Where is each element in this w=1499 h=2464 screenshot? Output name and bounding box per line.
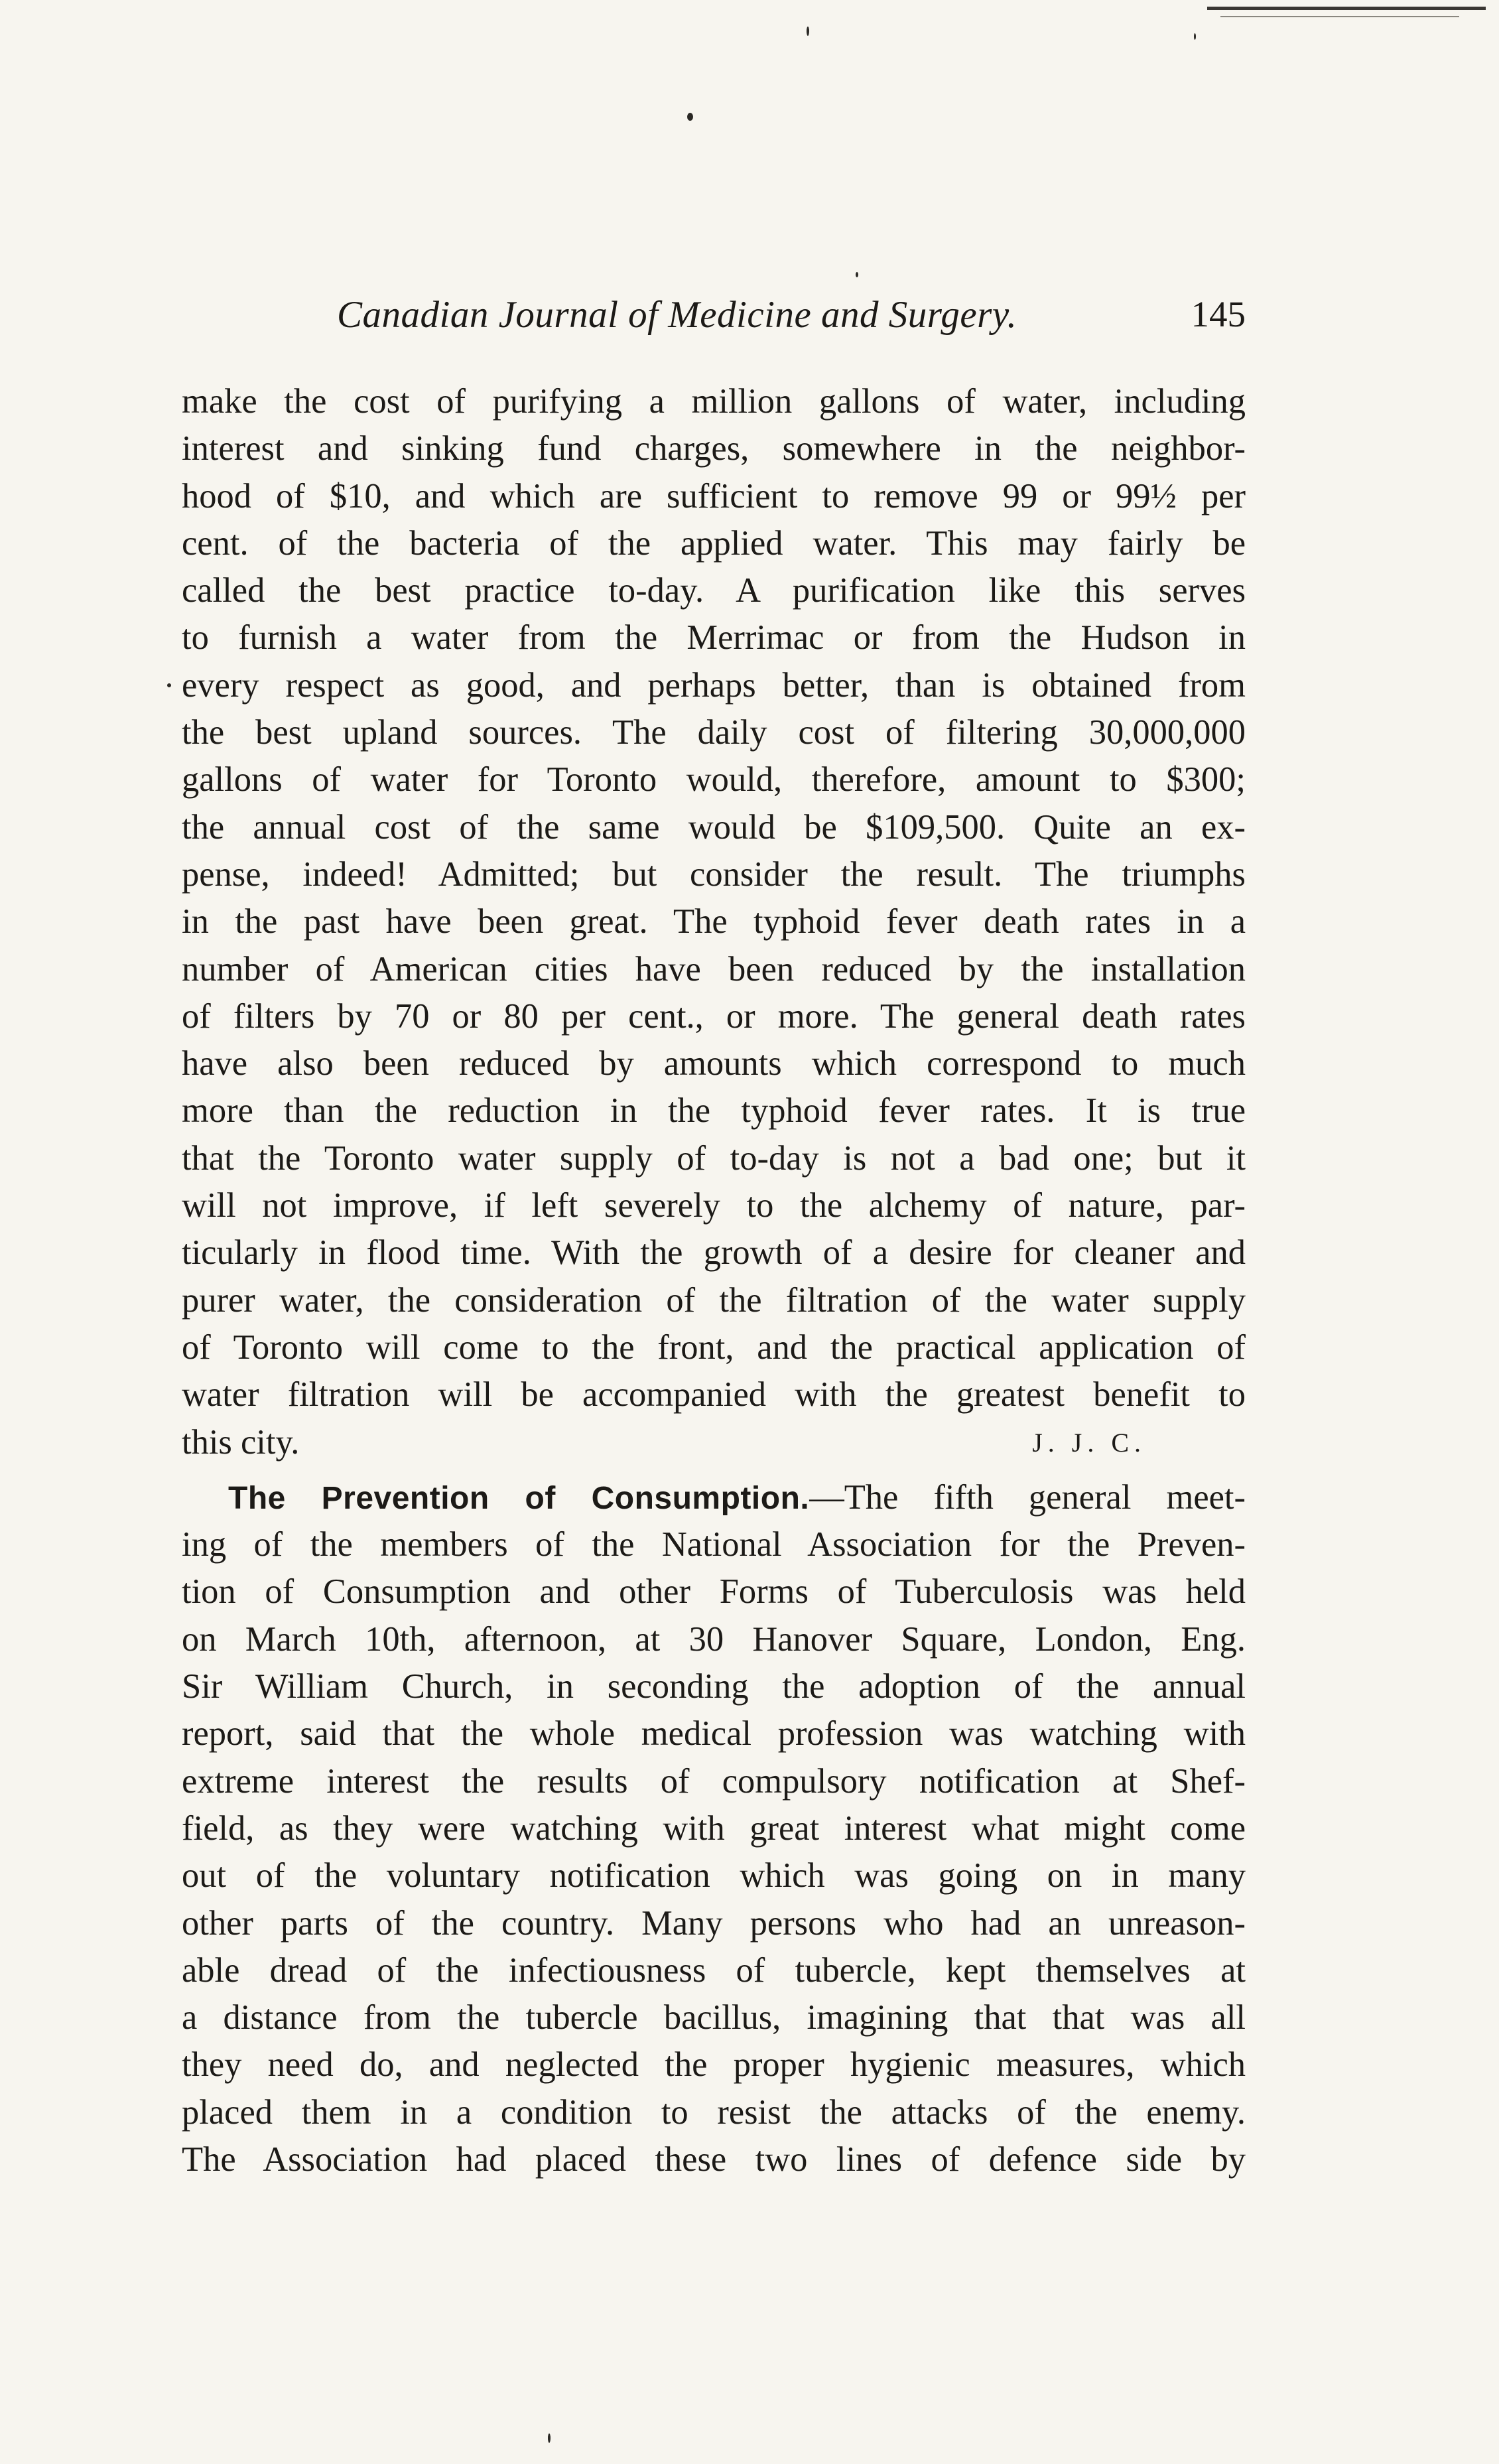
print-speck: [548, 2433, 551, 2443]
print-speck: [807, 27, 809, 36]
text-line: ing of the members of the National Association for the Preven-: [182, 1525, 1246, 1564]
author-signature: J. J. C.: [1032, 1427, 1146, 1458]
text-line: of filters by 70 or 80 per cent., or more. The general death rates: [182, 996, 1246, 1036]
print-speck: [856, 272, 858, 277]
closing-line: [182, 1419, 1246, 1466]
text-line: pense, indeed! Admitted; but consider the result. The triumphs: [182, 855, 1246, 894]
text-line: will not improve, if left severely to the alchemy of nature, par-: [182, 1186, 1246, 1225]
page-header: [337, 293, 1246, 340]
text-line: have also been reduced by amounts which correspond to much: [182, 1044, 1246, 1083]
section-gap: [182, 1466, 1246, 1474]
text-line: that the Toronto water supply of to-day is not a bad one; but it: [182, 1138, 1246, 1178]
text-line: called the best practice to-day. A purification like this serves: [182, 571, 1246, 610]
print-speck: [167, 683, 171, 687]
text-line: every respect as good, and perhaps better, than is obtained from: [182, 665, 1246, 705]
text-line: in the past have been great. The typhoid fever death rates in a: [182, 902, 1246, 941]
text-line: more than the reduction in the typhoid fever rates. It is true: [182, 1091, 1246, 1130]
text-line: they need do, and neglected the proper hygienic measures, which: [182, 2045, 1246, 2085]
text-line: on March 10th, afternoon, at 30 Hanover Square, London, Eng.: [182, 1619, 1246, 1659]
text-line: cent. of the bacteria of the applied water. This may fairly be: [182, 523, 1246, 563]
text-line: other parts of the country. Many persons who had an unreason-: [182, 1903, 1246, 1943]
text-line: a distance from the tubercle bacillus, imagining that that was all: [182, 1998, 1246, 2037]
text-line: Sir William Church, in seconding the adoption of the annual: [182, 1667, 1246, 1706]
running-head: Canadian Journal of Medicine and Surgery.: [337, 294, 1017, 336]
text-line: report, said that the whole medical profession was watching with: [182, 1714, 1246, 1753]
article-prevention-of-consumption: [182, 1474, 1246, 2183]
closing-text: this city.: [182, 1422, 300, 1462]
text-line: the annual cost of the same would be $109,500. Quite an ex-: [182, 807, 1246, 847]
text-line: out of the voluntary notification which was going on in many: [182, 1856, 1246, 1895]
text-line: ticularly in flood time. With the growth of a desire for cleaner and: [182, 1233, 1246, 1272]
text-line: gallons of water for Toronto would, therefore, amount to $300;: [182, 760, 1246, 799]
text-line: purer water, the consideration of the filtration of the water supply: [182, 1280, 1246, 1320]
page-edge-rule: [1207, 7, 1486, 10]
text-line: hood of $10, and which are sufficient to remove 99 or 99½ per: [182, 476, 1246, 515]
text-line: field, as they were watching with great interest what might come: [182, 1809, 1246, 1848]
text-line: the best upland sources. The daily cost of filtering 30,000,000: [182, 713, 1246, 752]
text-line: placed them in a condition to resist the attacks of the enemy.: [182, 2092, 1246, 2132]
text-line: tion of Consumption and other Forms of Tuberculosis was held: [182, 1572, 1246, 1611]
page-edge-rule-thin: [1220, 16, 1459, 17]
text-line: able dread of the infectiousness of tubercle, kept themselves at: [182, 1951, 1246, 1990]
print-speck: [687, 113, 693, 121]
opening-text: —The fifth general meet-: [809, 1477, 1246, 1517]
section-heading: The Prevention of Consumption.: [228, 1480, 810, 1516]
print-speck: [1194, 33, 1196, 40]
page-body: [182, 378, 1246, 2183]
text-line: to furnish a water from the Merrimac or from the Hudson in: [182, 618, 1246, 657]
article-water-filtration: [182, 378, 1246, 1466]
text-line: The Association had placed these two lines of defence side by: [182, 2140, 1246, 2179]
text-line: of Toronto will come to the front, and the practical application of: [182, 1328, 1246, 1367]
article-opening-line: [182, 1474, 1246, 1521]
text-line: water filtration will be accompanied with the greatest benefit to: [182, 1375, 1246, 1414]
text-line: interest and sinking fund charges, somewhere in the neighbor-: [182, 429, 1246, 468]
text-line: extreme interest the results of compulsory notification at Shef-: [182, 1761, 1246, 1801]
text-line: make the cost of purifying a million gallons of water, including: [182, 382, 1246, 421]
page-number: 145: [1191, 294, 1246, 334]
text-line: number of American cities have been reduced by the installation: [182, 949, 1246, 989]
